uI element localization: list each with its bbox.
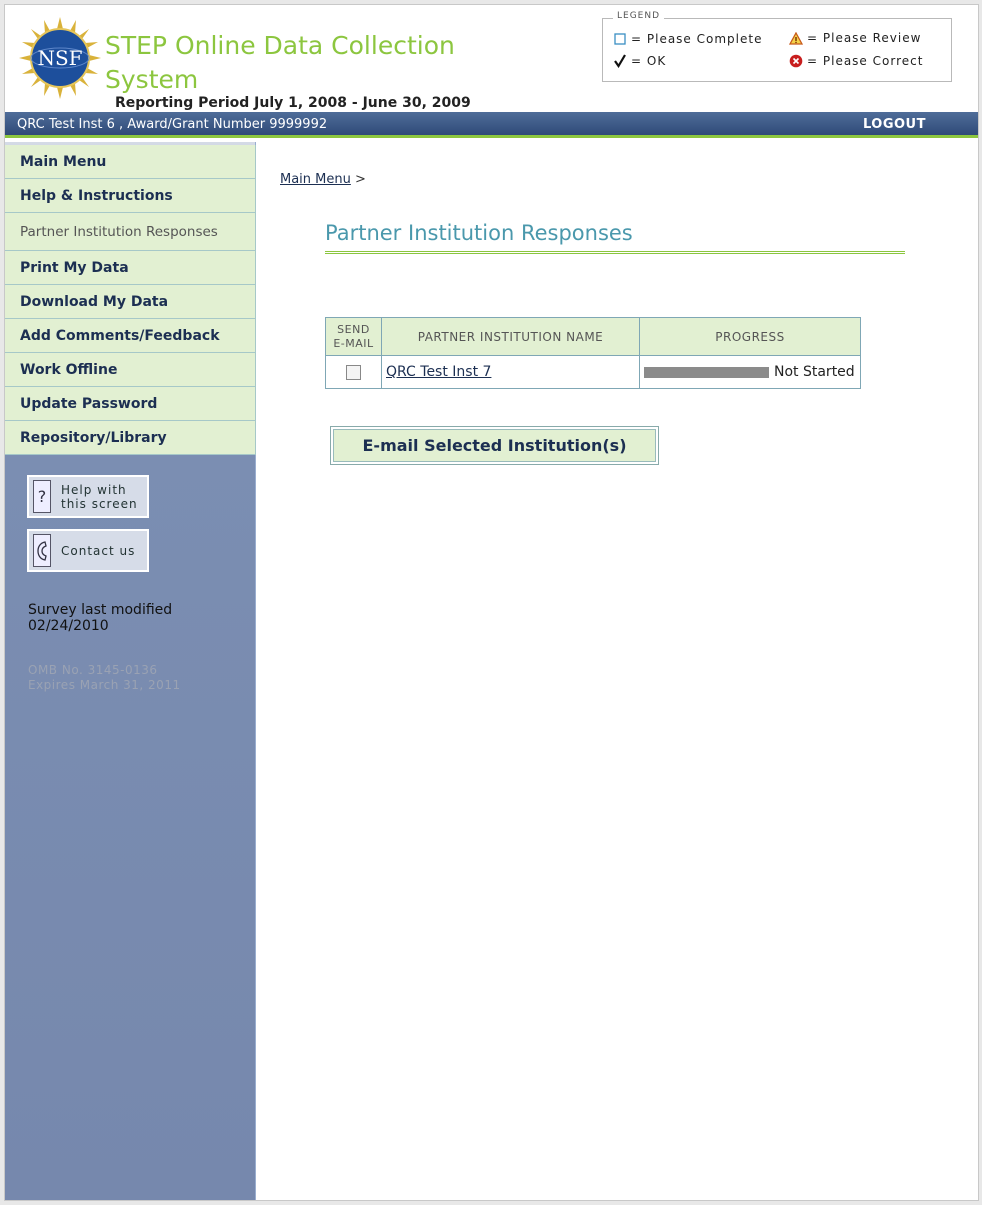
omb-info: OMB No. 3145-0136 Expires March 31, 2011 (28, 663, 181, 692)
legend-please-review: = Please Review (789, 31, 921, 45)
sidebar-item-partner-institution-responses[interactable]: Partner Institution Responses (5, 213, 256, 251)
send-email-cell (326, 356, 382, 389)
sidebar-nav (5, 145, 256, 455)
logout-button[interactable]: LOGOUT (862, 117, 926, 132)
progress-status: Not Started (774, 364, 855, 380)
sidebar-item-work-offline[interactable]: Work Offline (5, 353, 256, 387)
legend-please-correct: = Please Correct (789, 54, 923, 68)
breadcrumb-main-menu-link[interactable]: Main Menu (280, 172, 351, 187)
col-partner-institution-name: PARTNER INSTITUTION NAME (382, 318, 640, 356)
app-title: STEP Online Data Collection System (105, 31, 455, 94)
sidebar (5, 142, 256, 1201)
institution-name-cell (382, 356, 640, 389)
help-with-screen-button[interactable]: ? Help with this screen (27, 475, 149, 518)
send-email-checkbox[interactable] (346, 365, 361, 380)
col-progress: PROGRESS (640, 318, 861, 356)
question-mark-icon: ? (33, 480, 51, 513)
warning-triangle-icon (789, 31, 803, 45)
error-x-icon (789, 54, 803, 68)
partner-responses-table (325, 317, 861, 389)
page-frame (4, 4, 979, 1201)
email-selected-institutions-button[interactable]: E-mail Selected Institution(s) (330, 426, 659, 465)
table-header-row (326, 318, 861, 356)
legend-box (602, 11, 952, 82)
page-title: Partner Institution Responses (325, 221, 905, 254)
legend-ok: = OK (613, 54, 666, 68)
legend-title: LEGEND (613, 11, 664, 21)
progress-bar (644, 367, 769, 378)
checkmark-icon (613, 54, 627, 68)
main-content (257, 142, 979, 1201)
progress-cell (640, 356, 861, 389)
breadcrumb-separator: > (355, 172, 366, 187)
sidebar-item-main-menu[interactable]: Main Menu (5, 145, 256, 179)
sidebar-item-download-my-data[interactable]: Download My Data (5, 285, 256, 319)
sidebar-item-help-instructions[interactable]: Help & Instructions (5, 179, 256, 213)
svg-text:NSF: NSF (37, 46, 83, 70)
survey-last-modified: Survey last modified 02/24/2010 (28, 602, 173, 634)
header (5, 5, 979, 112)
legend-please-complete: = Please Complete (613, 32, 762, 46)
phone-icon (33, 534, 51, 567)
sidebar-item-add-comments-feedback[interactable]: Add Comments/Feedback (5, 319, 256, 353)
award-info: QRC Test Inst 6 , Award/Grant Number 9999992 (17, 117, 328, 132)
reporting-period: Reporting Period July 1, 2008 - June 30, 2009 (115, 95, 471, 111)
nsf-logo (19, 17, 101, 99)
col-send-email: SEND E-MAIL (326, 318, 382, 356)
sidebar-item-update-password[interactable]: Update Password (5, 387, 256, 421)
contact-us-button[interactable]: Contact us (27, 529, 149, 572)
institution-link[interactable]: QRC Test Inst 7 (386, 364, 492, 380)
empty-square-icon (613, 32, 627, 46)
table-row (326, 356, 861, 389)
account-bar (5, 112, 979, 138)
breadcrumb (280, 172, 366, 187)
sidebar-item-repository-library[interactable]: Repository/Library (5, 421, 256, 455)
sidebar-item-print-my-data[interactable]: Print My Data (5, 251, 256, 285)
